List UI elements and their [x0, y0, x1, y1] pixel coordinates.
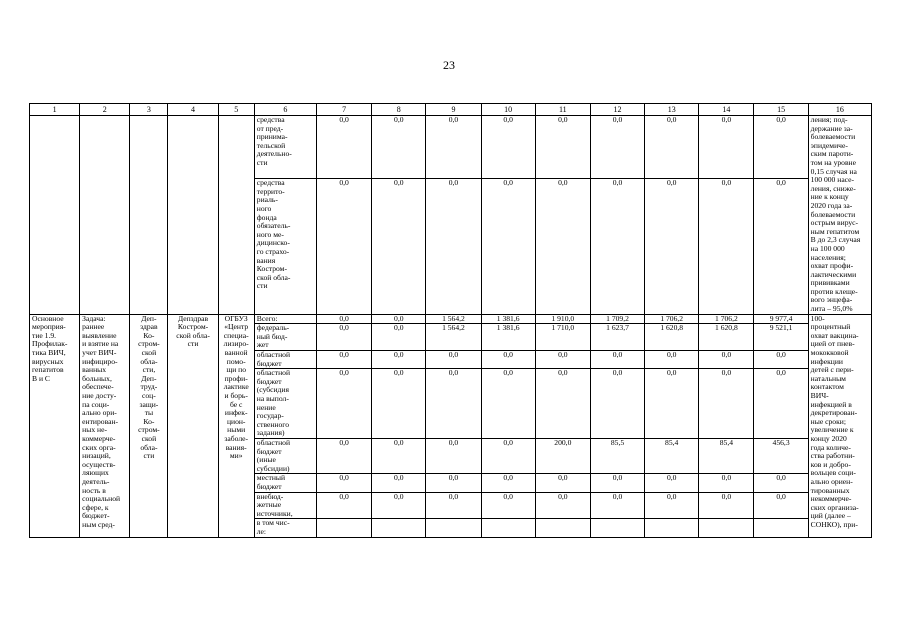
- value-cell: 1 564,2: [426, 324, 481, 351]
- column-header: 15: [754, 104, 808, 116]
- table-row: [30, 314, 872, 324]
- funding-source-cell: федераль- ный бюд- жет: [254, 324, 316, 351]
- value-cell: [316, 519, 371, 537]
- funding-source-cell: местный бюджет: [254, 474, 316, 492]
- table-row: [30, 116, 872, 179]
- value-cell: 0,0: [426, 116, 481, 179]
- value-cell: 0,0: [372, 438, 426, 473]
- value-cell: [699, 519, 754, 537]
- value-cell: 0,0: [754, 116, 808, 179]
- value-cell: 0,0: [645, 351, 699, 369]
- value-cell: 1 564,2: [426, 314, 481, 324]
- value-cell: 0,0: [590, 351, 644, 369]
- empty-cell: [130, 116, 168, 315]
- value-cell: 0,0: [372, 314, 426, 324]
- value-cell: [372, 519, 426, 537]
- value-cell: 0,0: [590, 474, 644, 492]
- value-cell: 0,0: [372, 179, 426, 314]
- empty-cell: [80, 116, 130, 315]
- value-cell: 1 706,2: [699, 314, 754, 324]
- value-cell: 0,0: [481, 492, 535, 519]
- value-cell: 0,0: [426, 351, 481, 369]
- value-cell: 0,0: [535, 492, 590, 519]
- value-cell: 0,0: [645, 369, 699, 439]
- value-cell: 0,0: [645, 474, 699, 492]
- activity-cell: Основное мероприя- тие 1.9. Профилак- тика ВИЧ, вирусных гепатитов В и С: [30, 314, 80, 537]
- value-cell: 0,0: [316, 474, 371, 492]
- value-cell: 0,0: [590, 492, 644, 519]
- column-header: 1: [30, 104, 80, 116]
- value-cell: 0,0: [535, 474, 590, 492]
- value-cell: 0,0: [481, 474, 535, 492]
- funding-source-cell: средства террито- риаль- ного фонда обязатель- ного ме- дицинско- го страхо- вания Костром- ской обла- сти: [254, 179, 316, 314]
- value-cell: 0,0: [316, 116, 371, 179]
- value-cell: 0,0: [754, 179, 808, 314]
- executor-cell: ОГБУЗ «Центр специа- лизиро- ванной помо- щи по профи- лактике и борь- бе с инфек- цион- ными заболе- вания- ми»: [218, 314, 254, 537]
- value-cell: 0,0: [699, 369, 754, 439]
- funding-source-cell: средства от пред- принима- тельской деятельно- сти: [254, 116, 316, 179]
- value-cell: 0,0: [699, 474, 754, 492]
- funding-source-cell: Всего:: [254, 314, 316, 324]
- value-cell: 0,0: [481, 351, 535, 369]
- empty-cell: [218, 116, 254, 315]
- value-cell: 0,0: [316, 179, 371, 314]
- column-header: 9: [426, 104, 481, 116]
- value-cell: 0,0: [481, 116, 535, 179]
- funding-source-cell: областной бюджет: [254, 351, 316, 369]
- value-cell: 0,0: [316, 314, 371, 324]
- value-cell: 0,0: [645, 492, 699, 519]
- column-header: 3: [130, 104, 168, 116]
- value-cell: 0,0: [590, 116, 644, 179]
- empty-cell: [30, 116, 80, 315]
- value-cell: 0,0: [699, 492, 754, 519]
- value-cell: 1 706,2: [645, 314, 699, 324]
- value-cell: [754, 519, 808, 537]
- value-cell: 0,0: [754, 492, 808, 519]
- value-cell: 0,0: [645, 179, 699, 314]
- empty-cell: [168, 116, 218, 315]
- value-cell: 0,0: [372, 324, 426, 351]
- value-cell: 0,0: [535, 116, 590, 179]
- value-cell: 0,0: [372, 351, 426, 369]
- result-cell: 100- процентный охват вакцина- цией от пнев- мококковой инфекции детей с пери- натальным контактом ВИЧ- инфекцией в декретирован- ные сроки; увеличение к концу 2020 года количе- ства работни- ков и добро- вольцев соци- ально ориен- тированных некоммерче- ских организа- ций (далее – СОНКО), при-: [808, 314, 871, 537]
- value-cell: [535, 519, 590, 537]
- column-header: 5: [218, 104, 254, 116]
- value-cell: [426, 519, 481, 537]
- column-header: 4: [168, 104, 218, 116]
- column-header: 10: [481, 104, 535, 116]
- value-cell: 1 381,6: [481, 314, 535, 324]
- value-cell: 0,0: [316, 324, 371, 351]
- value-cell: 0,0: [535, 179, 590, 314]
- value-cell: 0,0: [699, 179, 754, 314]
- value-cell: 0,0: [754, 474, 808, 492]
- column-header: 7: [316, 104, 371, 116]
- value-cell: 85,5: [590, 438, 644, 473]
- column-header: 13: [645, 104, 699, 116]
- value-cell: 1 623,7: [590, 324, 644, 351]
- value-cell: 0,0: [535, 351, 590, 369]
- value-cell: 1 910,0: [535, 314, 590, 324]
- value-cell: 0,0: [426, 179, 481, 314]
- value-cell: 0,0: [372, 369, 426, 439]
- funding-source-cell: в том чис- ле:: [254, 519, 316, 537]
- funding-source-cell: внебюд- жетные источники,: [254, 492, 316, 519]
- value-cell: 1 620,8: [699, 324, 754, 351]
- value-cell: 0,0: [426, 369, 481, 439]
- funding-source-cell: областной бюджет (иные субсидии): [254, 438, 316, 473]
- column-header: 11: [535, 104, 590, 116]
- column-header: 12: [590, 104, 644, 116]
- value-cell: 200,0: [535, 438, 590, 473]
- value-cell: 0,0: [426, 474, 481, 492]
- value-cell: 0,0: [426, 492, 481, 519]
- value-cell: 0,0: [316, 351, 371, 369]
- value-cell: 0,0: [316, 438, 371, 473]
- value-cell: 85,4: [645, 438, 699, 473]
- value-cell: 0,0: [316, 492, 371, 519]
- value-cell: 0,0: [481, 438, 535, 473]
- column-number-row: [30, 104, 872, 116]
- value-cell: 1 620,8: [645, 324, 699, 351]
- value-cell: 0,0: [372, 116, 426, 179]
- result-cell: ления; под- держание за- болеваемости эпидемиче- ским пароти- том на уровне 0,15 случая на 100 000 насе- ления, сниже- ние к концу 2020 года за- болеваемости острым вирус- ным гепатитом В до 2,3 случая на 100 000 населения; охват профи- лактическими прививками против клеще- вого энцефа- лита – 95,0%: [808, 116, 871, 315]
- responsible-cell: Депздрав Костром- ской обла- сти: [168, 314, 218, 537]
- value-cell: 0,0: [754, 369, 808, 439]
- value-cell: 9 521,1: [754, 324, 808, 351]
- value-cell: 9 977,4: [754, 314, 808, 324]
- value-cell: 1 381,6: [481, 324, 535, 351]
- value-cell: [590, 519, 644, 537]
- value-cell: 0,0: [316, 369, 371, 439]
- value-cell: 456,3: [754, 438, 808, 473]
- value-cell: 0,0: [372, 492, 426, 519]
- page-number: 23: [443, 58, 455, 72]
- value-cell: 1 710,0: [535, 324, 590, 351]
- value-cell: 0,0: [481, 369, 535, 439]
- value-cell: [481, 519, 535, 537]
- value-cell: 0,0: [426, 438, 481, 473]
- value-cell: 1 709,2: [590, 314, 644, 324]
- column-header: 8: [372, 104, 426, 116]
- value-cell: [645, 519, 699, 537]
- value-cell: 0,0: [590, 369, 644, 439]
- value-cell: 0,0: [481, 179, 535, 314]
- value-cell: 0,0: [754, 351, 808, 369]
- budget-table: [29, 103, 872, 538]
- value-cell: 0,0: [590, 179, 644, 314]
- value-cell: 0,0: [645, 116, 699, 179]
- column-header: 6: [254, 104, 316, 116]
- value-cell: 0,0: [699, 351, 754, 369]
- funding-source-cell: областной бюджет (субсидия на выпол- нение государ- ственного задания): [254, 369, 316, 439]
- value-cell: 0,0: [699, 116, 754, 179]
- value-cell: 0,0: [372, 474, 426, 492]
- value-cell: 0,0: [535, 369, 590, 439]
- task-cell: Задача: раннее выявление и взятие на учет ВИЧ- инфициро- ванных больных, обеспече- ние досту- па соци- ально ори- ентирован- ных не- коммерче- ских орга- низаций, осуществ- ляющих деятель- ность в социальной сфере, к бюджет- ным сред-: [80, 314, 130, 537]
- value-cell: 85,4: [699, 438, 754, 473]
- coexecutor-cell: Деп- здрав Ко- стром- ской обла- сти, Деп- труд- соц- защи- ты Ко- стром- ской обла- сти: [130, 314, 168, 537]
- column-header: 16: [808, 104, 871, 116]
- column-header: 14: [699, 104, 754, 116]
- column-header: 2: [80, 104, 130, 116]
